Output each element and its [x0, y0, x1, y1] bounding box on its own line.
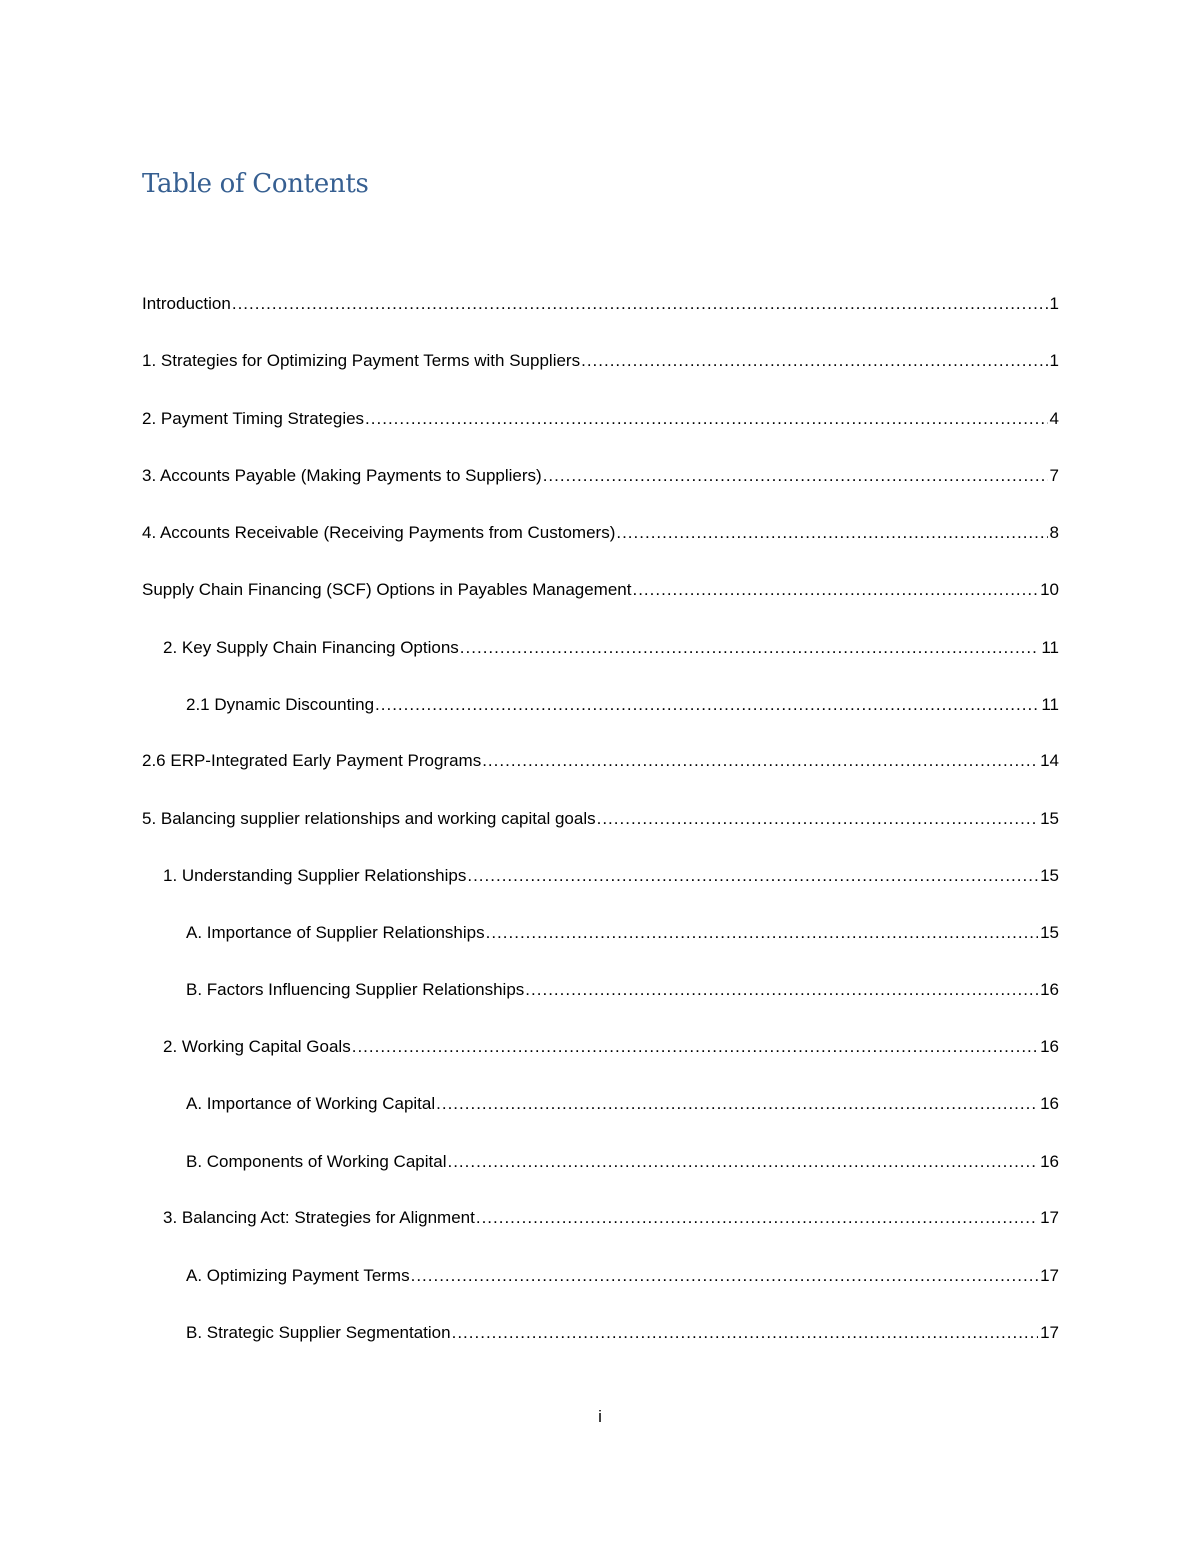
- toc-entry-label: 3. Balancing Act: Strategies for Alignment: [163, 1208, 475, 1227]
- toc-entry-label: 1. Understanding Supplier Relationships: [163, 866, 467, 885]
- dot-leader: [581, 349, 1047, 373]
- dot-leader: [447, 1150, 1038, 1174]
- dot-leader: [482, 749, 1038, 773]
- dot-leader: [632, 578, 1038, 602]
- toc-entry-supplier-segmentation[interactable]: [186, 1321, 1059, 1345]
- toc-entry-label: Introduction: [142, 294, 231, 313]
- toc-entry-label: A. Importance of Supplier Relationships: [186, 923, 485, 942]
- toc-entry-erp-early-payment[interactable]: [142, 749, 1059, 773]
- toc-entry-page: 14: [1040, 751, 1059, 770]
- toc-entry-importance-working-capital[interactable]: [186, 1092, 1059, 1116]
- toc-entry-label: 2. Key Supply Chain Financing Options: [163, 638, 459, 657]
- dot-leader: [476, 1206, 1038, 1230]
- toc-entry-importance-supplier-relationships[interactable]: [186, 921, 1059, 945]
- toc-entry-label: A. Optimizing Payment Terms: [186, 1266, 410, 1285]
- toc-entry-accounts-payable[interactable]: [142, 464, 1059, 488]
- toc-entry-page: 11: [1041, 638, 1059, 657]
- toc-entry-optimizing-terms[interactable]: [186, 1264, 1059, 1288]
- dot-leader: [375, 693, 1039, 717]
- toc-entry-label: B. Components of Working Capital: [186, 1152, 447, 1171]
- toc-entry-factors-supplier-relationships[interactable]: [186, 978, 1059, 1002]
- toc-title: Table of Contents: [142, 169, 369, 199]
- toc-entry-label: 1. Strategies for Optimizing Payment Terms with Suppliers: [142, 351, 581, 370]
- dot-leader: [486, 921, 1038, 945]
- toc-entry-label: 3. Accounts Payable (Making Payments to Suppliers): [142, 466, 542, 485]
- toc-entry-accounts-receivable[interactable]: [142, 521, 1059, 545]
- toc-entry-balancing-supplier-relationships[interactable]: [142, 807, 1059, 831]
- toc-entry-page: 4: [1049, 409, 1059, 428]
- toc-entry-label: B. Strategic Supplier Segmentation: [186, 1323, 451, 1342]
- dot-leader: [460, 636, 1040, 660]
- toc-entry-label: B. Factors Influencing Supplier Relationships: [186, 980, 525, 999]
- toc-entry-label: 4. Accounts Receivable (Receiving Payments from Customers): [142, 523, 616, 542]
- toc-entry-page: 1: [1049, 294, 1059, 313]
- toc-entry-understanding-supplier-relationships[interactable]: [163, 864, 1059, 888]
- dot-leader: [352, 1035, 1038, 1059]
- toc-entry-label: Supply Chain Financing (SCF) Options in Payables Management: [142, 580, 632, 599]
- toc-entry-label: 2.6 ERP-Integrated Early Payment Programs: [142, 751, 482, 770]
- toc-entry-payment-timing[interactable]: [142, 407, 1059, 431]
- toc-entry-working-capital-goals[interactable]: [163, 1035, 1059, 1059]
- toc-entry-page: 8: [1049, 523, 1059, 542]
- page-number: i: [598, 1407, 602, 1426]
- toc-entry-label: 5. Balancing supplier relationships and working capital goals: [142, 809, 596, 828]
- toc-entry-components-working-capital[interactable]: [186, 1150, 1059, 1174]
- toc-entry-page: 15: [1040, 923, 1059, 942]
- toc-entry-label: A. Importance of Working Capital: [186, 1094, 436, 1113]
- toc-entry-page: 7: [1049, 466, 1059, 485]
- toc-entry-page: 17: [1040, 1323, 1059, 1342]
- toc-entry-page: 17: [1040, 1208, 1059, 1227]
- toc-entry-label: 2. Working Capital Goals: [163, 1037, 351, 1056]
- toc-entry-scf-options[interactable]: [142, 578, 1059, 602]
- toc-entry-page: 1: [1049, 351, 1059, 370]
- toc-entry-label: 2.1 Dynamic Discounting: [186, 695, 375, 714]
- toc-entry-page: 16: [1040, 1094, 1059, 1113]
- dot-leader: [543, 464, 1048, 488]
- dot-leader: [436, 1092, 1038, 1116]
- toc-entry-page: 16: [1040, 980, 1059, 999]
- dot-leader: [452, 1321, 1038, 1345]
- toc-entry-page: 16: [1040, 1152, 1059, 1171]
- toc-entry-page: 15: [1040, 866, 1059, 885]
- dot-leader: [597, 807, 1038, 831]
- dot-leader: [525, 978, 1038, 1002]
- toc-entry-label: 2. Payment Timing Strategies: [142, 409, 365, 428]
- dot-leader: [232, 292, 1048, 316]
- dot-leader: [616, 521, 1047, 545]
- toc-entry-key-scf-options[interactable]: [163, 636, 1059, 660]
- toc-entry-page: 11: [1041, 695, 1059, 714]
- dot-leader: [365, 407, 1047, 431]
- toc-entry-page: 16: [1040, 1037, 1059, 1056]
- dot-leader: [467, 864, 1038, 888]
- toc-entry-page: 17: [1040, 1266, 1059, 1285]
- toc-entry-page: 15: [1040, 809, 1059, 828]
- toc-entry-dynamic-discounting[interactable]: [186, 693, 1059, 717]
- toc-entry-optimizing-payment-terms[interactable]: [142, 349, 1059, 373]
- toc-entry-balancing-act[interactable]: [163, 1206, 1059, 1230]
- toc-entry-page: 10: [1040, 580, 1059, 599]
- toc-entry-introduction[interactable]: [142, 292, 1059, 316]
- dot-leader: [411, 1264, 1038, 1288]
